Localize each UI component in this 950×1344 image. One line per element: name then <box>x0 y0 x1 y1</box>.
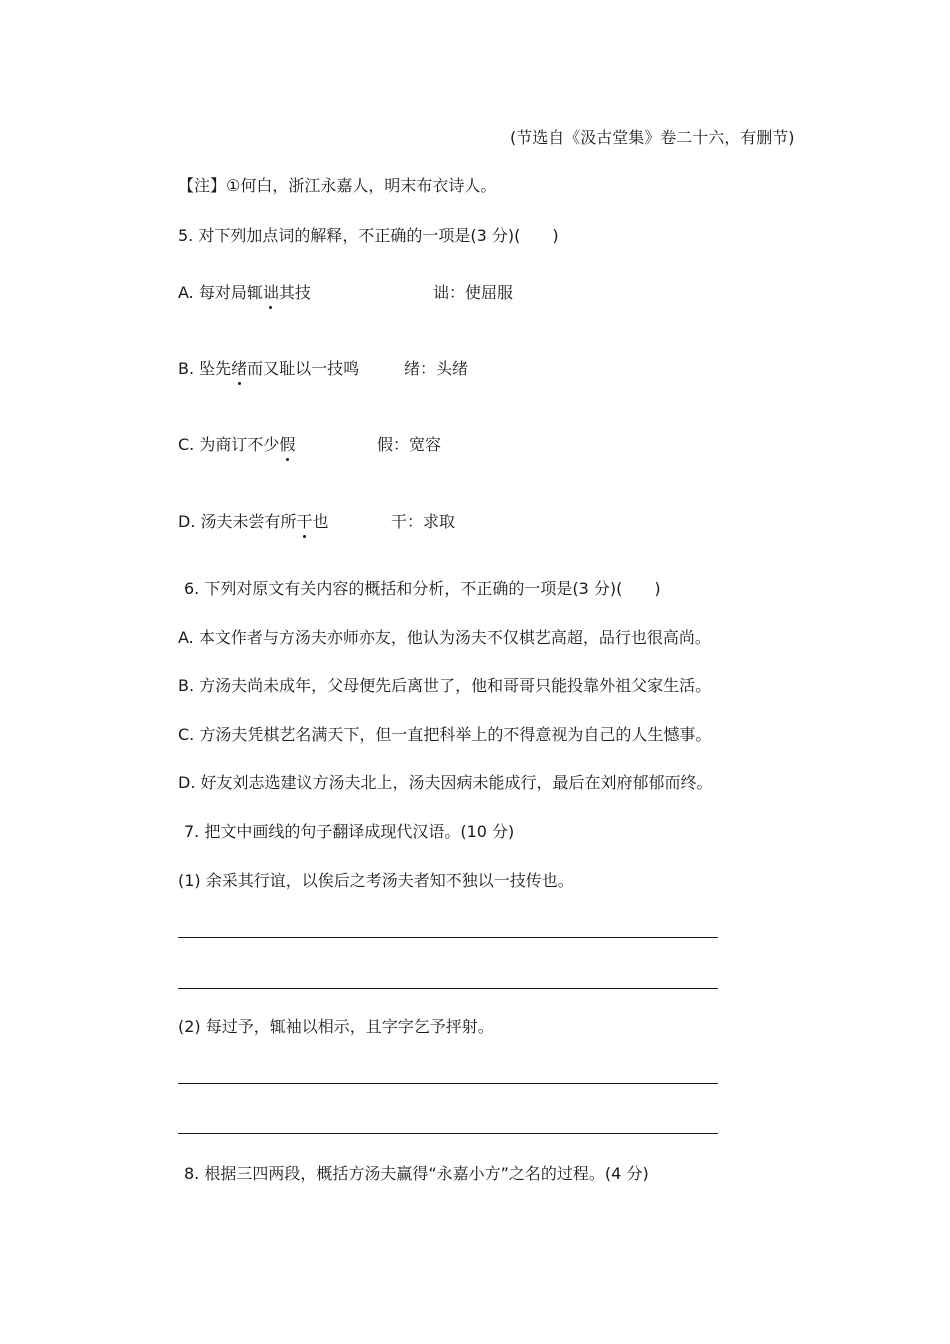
q5-option-b <box>178 359 359 379</box>
option-text-pre: B. 坠先 <box>178 359 232 378</box>
question-6-stem: 6. 下列对原文有关内容的概括和分析，不正确的一项是(3 分)( ) <box>184 579 661 598</box>
q7-sub-2: (2) 每过予，辄袖以相示，且字字乞予抨射。 <box>178 1017 494 1036</box>
option-text-pre: A. 每对局辄 <box>178 283 263 302</box>
dotted-word: 绪 <box>231 359 248 378</box>
q5-option-a <box>178 283 311 303</box>
option-text-pre: C. 为商订不少 <box>178 435 280 454</box>
question-5-stem: 5. 对下列加点词的解释，不正确的一项是(3 分)( ) <box>178 226 559 245</box>
q6-option-d: D. 好友刘志选建议方汤夫北上，汤夫因病未能成行，最后在刘府郁郁而终。 <box>178 773 713 792</box>
dotted-word: 干 <box>296 512 313 531</box>
dotted-word: 诎 <box>262 283 279 302</box>
dotted-word: 假 <box>279 435 296 454</box>
answer-line[interactable] <box>178 937 718 938</box>
option-text-post: 而又耻以一技鸣 <box>247 359 360 378</box>
answer-line[interactable] <box>178 988 718 989</box>
option-text-post: 也 <box>312 512 329 531</box>
option-text-post: 其技 <box>278 283 311 302</box>
source-citation: (节选自《汲古堂集》卷二十六，有删节) <box>510 128 795 147</box>
annotation-note: 【注】①何白，浙江永嘉人，明末布衣诗人。 <box>178 176 497 195</box>
question-7-stem: 7. 把文中画线的句子翻译成现代汉语。(10 分) <box>184 822 515 841</box>
q5-option-a-gloss: 诎：使屈服 <box>433 283 514 302</box>
option-text-pre: D. 汤夫未尝有所 <box>178 512 297 531</box>
q5-option-c <box>178 435 295 455</box>
q5-option-d <box>178 512 329 532</box>
q7-sub-1: (1) 余采其行谊，以俟后之考汤夫者知不独以一技传也。 <box>178 871 574 890</box>
q5-option-d-gloss: 干：求取 <box>391 512 456 531</box>
question-8-stem: 8. 根据三四两段，概括方汤夫赢得“永嘉小方”之名的过程。(4 分) <box>184 1164 649 1183</box>
answer-line[interactable] <box>178 1133 718 1134</box>
q5-option-b-gloss: 绪：头绪 <box>404 359 469 378</box>
q6-option-b: B. 方汤夫尚未成年，父母便先后离世了，他和哥哥只能投靠外祖父家生活。 <box>178 676 712 695</box>
q5-option-c-gloss: 假：宽容 <box>377 435 442 454</box>
q6-option-a: A. 本文作者与方汤夫亦师亦友，他认为汤夫不仅棋艺高超，品行也很高尚。 <box>178 628 711 647</box>
q6-option-c: C. 方汤夫凭棋艺名满天下，但一直把科举上的不得意视为自己的人生憾事。 <box>178 725 712 744</box>
answer-line[interactable] <box>178 1083 718 1084</box>
